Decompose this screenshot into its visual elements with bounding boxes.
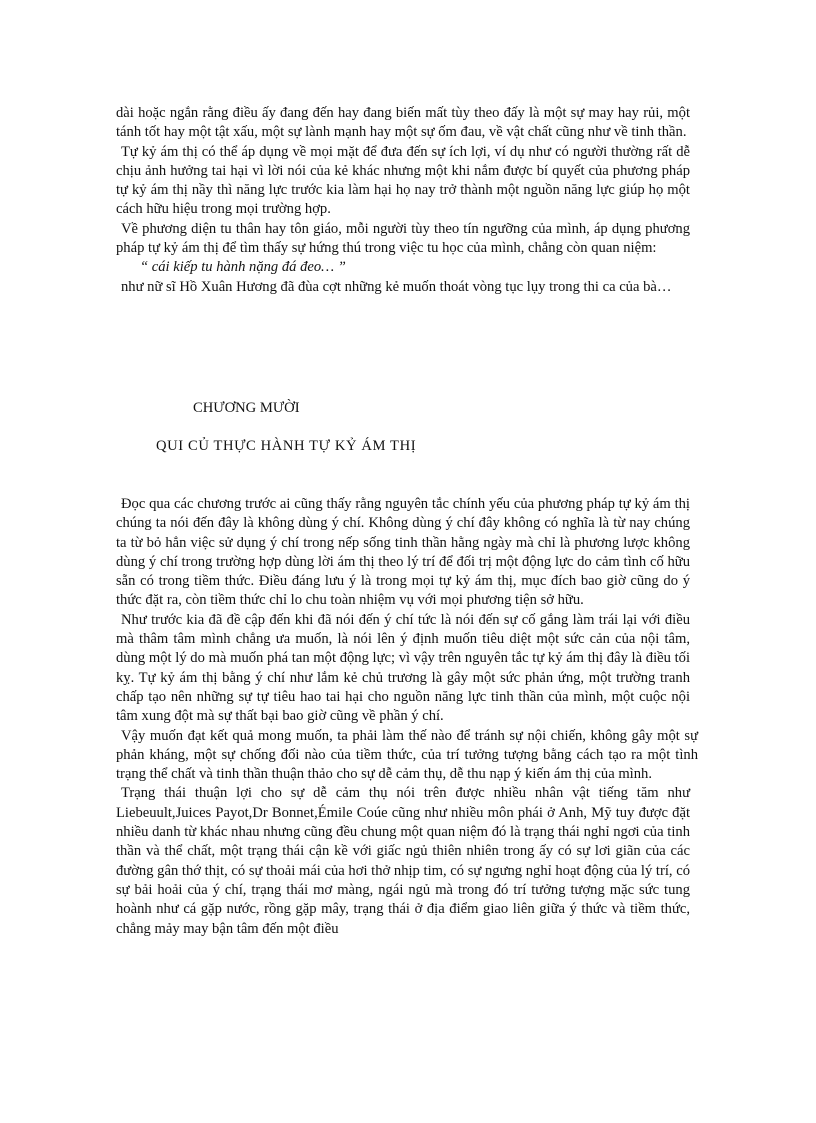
paragraph-continuation: dài hoặc ngắn rằng điều ấy đang đến hay đang biến mất tùy theo đấy là một sự may hay rủi, một tánh tốt hay một tật xấu, một sự lành mạnh hay một sự ốm đau, về vật chất cũng như về tinh thần.: [116, 105, 690, 141]
paragraph-after-quote: như nữ sĩ Hồ Xuân Hương đã đùa cợt những kẻ muốn thoát vòng tục lụy trong thi ca của bà…: [121, 278, 672, 295]
paragraph-willpower: Như trước kia đã đề cập đến khi đã nói đến ý chí tức là nói đến sự cố gắng làm trái lại với điều mà thâm tâm mình chẳng ưa muốn, là nói lên ý định muốn tiêu diệt một sức cản của nội tâm, dùng một lý do mà muốn phá tan một động lực; vì vậy trên nguyên tắc tự kỷ ám thị đây là điều tối kỵ. Tự kỷ ám thị bằng ý chí như lắm kẻ chủ trương là gây một sức phản ứng, một trường tranh chấp tạo nên những sự tự tiêu hao tai hại cho nguồn năng lực tinh thần của mình, một cuộc nội tâm xung đột mà sự thất bại bao giờ cũng về phần ý chí.: [116, 611, 690, 725]
paragraph-religion: Về phương diện tu thân hay tôn giáo, mỗi người tùy theo tín ngưỡng của mình, áp dụng phương pháp tự kỷ ám thị để tìm thấy sự hứng thú trong việc tu học của mình, chẳng còn quan niệm:: [116, 220, 690, 257]
paragraph-receptive-state: Trạng thái thuận lợi cho sự dễ cảm thụ nói trên được nhiều nhân vật tiếng tăm như Liebeuult,Juices Payot,Dr Bonnet,Émile Coúe cũng như nhiều môn phái ở Anh, Mỹ tuy được đặt nhiều danh từ khác nhau nhưng cũng đều chung một quan niệm đó là trạng thái nghỉ ngơi của tinh thần và thể chất, một trạng thái cận kề với giấc ngủ thiên nhiên trong ấy có sự lơi giãn của các đường gân thớ thịt, có sự thoải mái của hơi thở nhịp tim, có sự ngưng nghỉ hoạt động của lý trí, có sự bải hoải của ý chí, trạng thái mơ màng, ngái ngủ mà trong đó trí tưởng tượng mặc sức tung hoành như cá gặp nước, rồng gặp mây, trạng thái ở địa điểm giao liên giữa ý thức và tiềm thức, chẳng mảy may bận tâm đến một điều: [116, 785, 690, 937]
chapter-body-block: [116, 495, 698, 939]
chapter-label: CHƯƠNG MƯỜI: [193, 400, 300, 416]
intro-text-block: [116, 104, 690, 297]
paragraph-avoid-conflict: Vậy muốn đạt kết quả mong muốn, ta phải làm thế nào để tránh sự nội chiến, không gây một sự phản kháng, một sự chống đối nào của tiềm thức, của trí tưởng tượng bằng cách tạo ra một tình trạng thể chất và tinh thần thuận thảo cho sự dễ cảm thụ, dễ thu nạp ý kiến ám thị của mình.: [116, 727, 698, 783]
poem-quote: “ cái kiếp tu hành nặng đá đeo… ”: [140, 259, 346, 276]
chapter-title: QUI CỦ THỰC HÀNH TỰ KỶ ÁM THỊ: [156, 438, 417, 454]
paragraph-principle: Đọc qua các chương trước ai cũng thấy rằng nguyên tắc chính yếu của phương pháp tự kỷ ám thị chúng ta nói đến đây là không dùng ý chí. Không dùng ý chí đây không có nghĩa là từ nay chúng ta từ bỏ hẳn việc sử dụng ý chí trong nếp sống tinh thần hằng ngày mà chỉ là phương lược không dùng ý chí trong trường hợp dùng lời ám thị theo lý trí để đối trị một động lực do cảm tình cố hữu sẵn có trong tiềm thức. Điều đáng lưu ý là trong mọi tự kỷ ám thị, mục đích bao giờ cũng do ý thức đặt ra, còn tiềm thức chỉ lo chu toàn nhiệm vụ với mọi phương tiện sở hữu.: [116, 496, 690, 609]
paragraph-application: Tự kỷ ám thị có thể áp dụng về mọi mặt để đưa đến sự ích lợi, ví dụ như có người thường rất dễ chịu ảnh hưởng tai hại vì lời nói của kẻ khác nhưng một khi nắm được bí quyết của phương pháp tự kỷ ám thị nầy thì năng lực trước kia làm hại họ nay trở thành một nguồn năng lực giúp họ một cách hữu hiệu trong mọi trường hợp.: [116, 143, 690, 218]
